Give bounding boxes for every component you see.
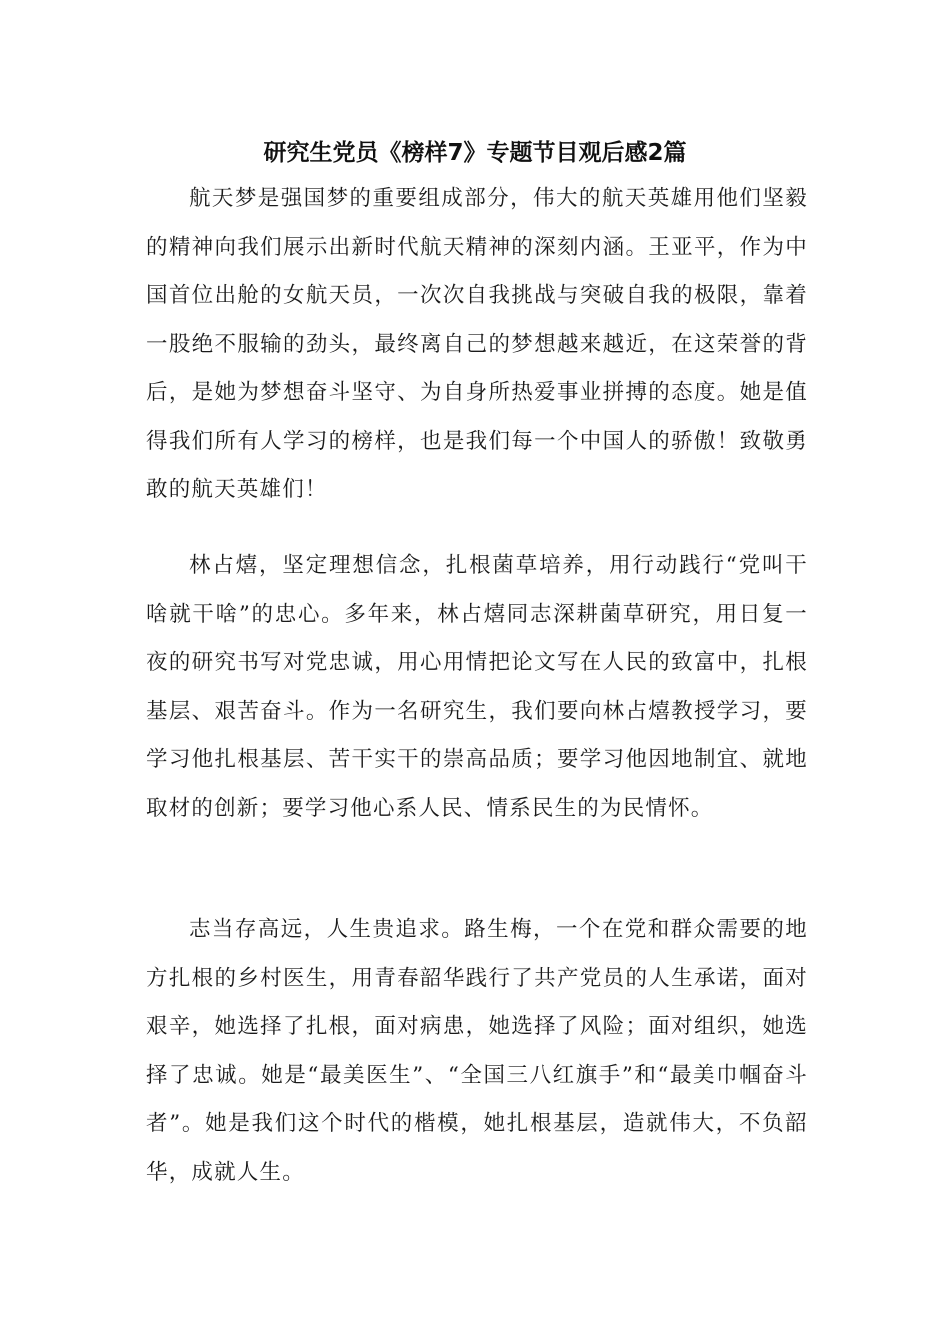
- paragraph-lu-shengmei: 志当存高远，人生贵追求。路生梅，一个在党和群众需要的地方扎根的乡村医生，用青春韶华践行了共产党员的人生承诺，面对艰辛，她选择了扎根，面对病患，她选择了风险；面对组织，她选择了忠诚。她是“最美医生”、“全国三八红旗手”和“最美巾帼奋斗者”。她是我们这个时代的楷模，她扎根基层，造就伟大，不负韶华，成就人生。: [146, 917, 808, 1185]
- document-title: 研究生党员《榜样7》专题节目观后感2篇: [263, 140, 687, 166]
- paragraph-lin-zhanxi: 林占熺，坚定理想信念，扎根菌草培养，用行动践行“党叫干啥就干啥”的忠心。多年来，林占熺同志深耕菌草研究，用日复一夜的研究书写对党忠诚，用心用情把论文写在人民的致富中，扎根基层、艰苦奋斗。作为一名研究生，我们要向林占熺教授学习，要学习他扎根基层、苦干实干的崇高品质；要学习他因地制宜、就地取材的创新；要学习他心系人民、情系民生的为民情怀。: [146, 553, 808, 821]
- paragraph-wang-yaping: 航天梦是强国梦的重要组成部分，伟大的航天英雄用他们坚毅的精神向我们展示出新时代航天精神的深刻内涵。王亚平，作为中国首位出舱的女航天员，一次次自我挑战与突破自我的极限，靠着一股绝不服输的劲头，最终离自己的梦想越来越近，在这荣誉的背后，是她为梦想奋斗坚守、为自身所热爱事业拼搏的态度。她是值得我们所有人学习的榜样，也是我们每一个中国人的骄傲！致敬勇敢的航天英雄们！: [146, 186, 808, 502]
